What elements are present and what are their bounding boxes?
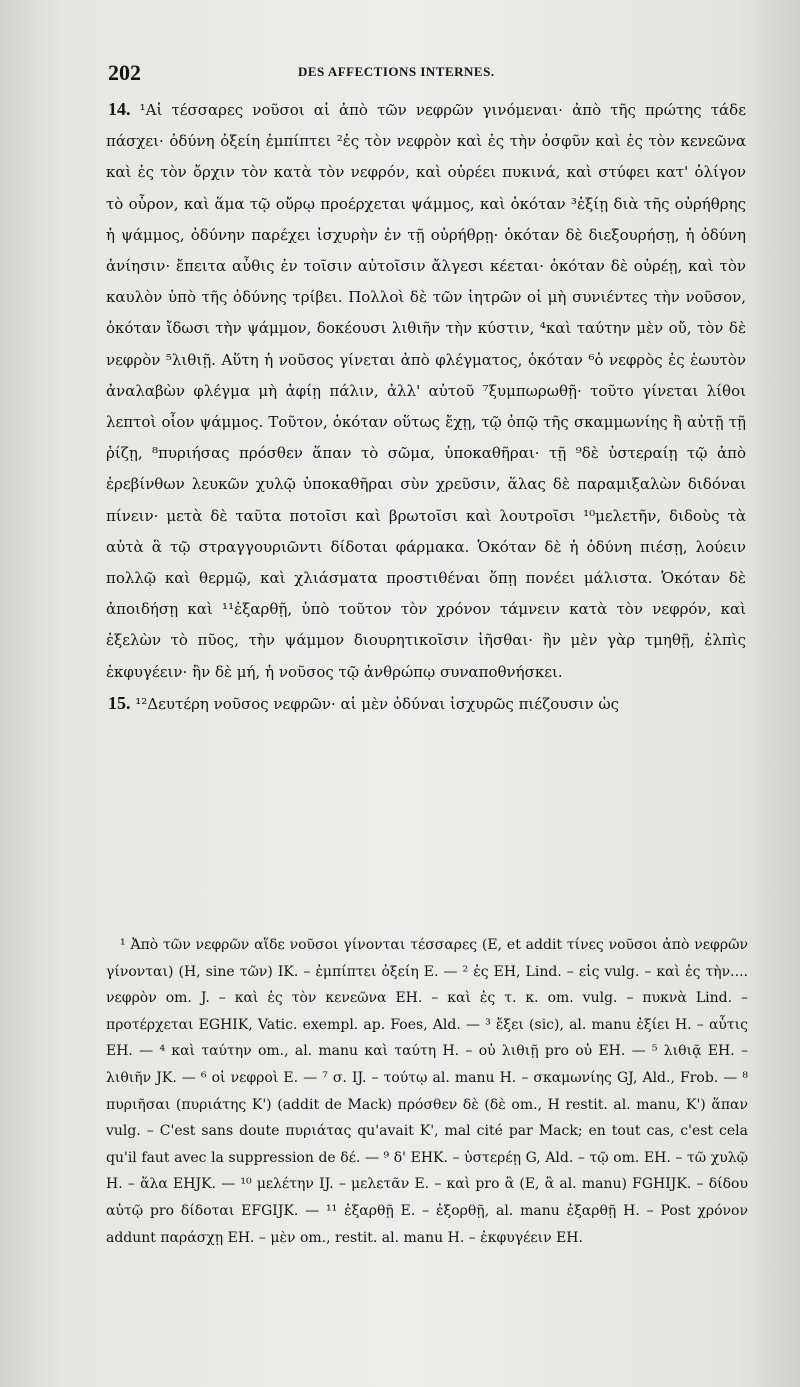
paragraph-text: ¹Αἱ τέσσαρες νοῦσοι αἱ ἀπὸ τῶν νεφρῶν γινόμεναι· ἀπὸ τῆς πρώτης τάδε πάσχει· ὀδύνη ὀξείη ἐμπίπτει ²ἐς τὸν νεφρὸν καὶ ἐς τὴν ὀσφῦν καὶ ἐς τὸν κενεῶνα καὶ ἐς τὸν ὄρχιν τὸν κατὰ τὸν νεφρόν, καὶ οὐρέει πυκινά, καὶ στύφει κατ' ὀλίγον τὸ οὖρον, καὶ ἅμα τῷ οὔρῳ προέρχεται ψάμμος, καὶ ὁκόταν ³ἐξίῃ διὰ τῆς οὐρήθρης ἡ ψάμμος, ὀδύνην παρέχει ἰσχυρὴν ἐν τῇ οὐρήθρῃ· ὁκόταν δὲ διεξουρήσῃ, ἡ ὀδύνη ἀνίησιν· ἔπειτα αὖθις ἐν τοῖσιν αὐτοῖσιν ἄλγεσι κέεται· ὁκόταν δὲ οὐρέῃ, καὶ τὸν καυλὸν ὑπὸ τῆς ὀδύνης τρίβει. Πολλοὶ δὲ τῶν ἰητρῶν οἱ μὴ συνιέντες τὴν νοῦσον, ὁκόταν ἴδωσι τὴν ψάμμον, δοκέουσι λιθιῆν τὴν κύστιν, ⁴καὶ ταύτην μὲν οὔ, τὸν δὲ νεφρὸν ⁵λιθιῇ. Αὕτη ἡ νοῦσος γίνεται ἀπὸ φλέγματος, ὁκόταν ⁶ὁ νεφρὸς ἐς ἑωυτὸν ἀναλαβὼν φλέγμα μὴ ἀφίῃ πάλιν, ἀλλ' αὐτοῦ ⁷ξυμπωρωθῇ· τοῦτο γίνεται λίθοι λεπτοὶ οἷον ψάμμος. Τοῦτον, ὁκόταν οὕτως ἔχῃ, τῷ ὀπῷ τῆς σκαμμωνίης ἢ αὐτῇ τῇ ῥίζῃ, ⁸πυριήσας πρόσθεν ἅπαν τὸ σῶμα, ὑποκαθῆραι· τῇ ⁹δὲ ὑστεραίῃ τῷ ἀπὸ ἐρεβίνθων λευκῶν χυλῷ ὑποκαθῆραι σὺν χρεῦσιν, ἅλας δὲ παραμιξαλὼν διδόναι πίνειν· μετὰ δὲ ταῦτα ποτοῖσι καὶ βρωτοῖσι καὶ λουτροῖσι ¹⁰μελετῆν, διδοὺς τὰ αὐτὰ ἃ τῷ στραγγουριῶντι δίδοται φάρμακα. Ὁκόταν δὲ ἡ ὀδύνη πιέσῃ, λούειν πολλῷ καὶ θερμῷ, καὶ χλιάσματα προστιθέναι ὅπῃ πονέει μάλιστα. Ὁκόταν δὲ ἀποιδήσῃ καὶ ¹¹ἐξαρθῇ, ὑπὸ τοῦτον τὸν χρόνον τάμνειν κατὰ τὸν νεφρόν, καὶ ἐξελὼν τὸ πῦος, τὴν ψάμμον διουρητικοῖσιν ἰῆσθαι· ἢν μὲν γὰρ τμηθῇ, ἐλπὶς ἐκφυγέειν· ἢν δὲ μή, ἡ νοῦσος τῷ ἀνθρώπῳ συναποθνήσκει. bbox=[106, 101, 746, 681]
paragraph-section-14 bbox=[106, 94, 746, 688]
section-number: 14. bbox=[108, 99, 131, 119]
paragraph-section-15 bbox=[106, 688, 746, 720]
page-header bbox=[108, 60, 740, 88]
footnote-text: ¹ Ἀπὸ τῶν νεφρῶν αἵδε νοῦσοι γίνονται τέσσαρες (E, et addit τίνες νοῦσοι ἀπὸ νεφρῶν γίνονται) (H, sine τῶν) IK. – ἐμπίπτει ὀξείη E. — ² ἐς EH, Lind. – εἰς vulg. – καὶ ἐς τὴν.... νεφρὸν om. J. – καὶ ἐς τὸν κενεῶνα EH. – καὶ ἐς τ. κ. om. vulg. – πυκνὰ Lind. – προτέρχεται EGHIK, Vatic. exempl. ap. Foes, Ald. — ³ ἔξει (sic), al. manu ἐξίει H. – αὖτις EH. — ⁴ καὶ ταύτην om., al. manu καὶ ταύτη H. – οὐ λιθιῇ pro οὐ EH. — ⁵ λιθιᾷ EH. – λιθιῆν JK. — ⁶ οἱ νεφροὶ E. — ⁷ σ. IJ. – τούτῳ al. manu H. – σκαμωνίης GJ, Ald., Frob. — ⁸ πυριῆσαι (πυριάτης K') (addit de Mack) πρόσθεν δὲ (δὲ om., H restit. al. manu, K') ἅπαν vulg. – C'est sans doute πυριάτας qu'avait K', mal cité par Mack; en tout cas, c'est cela qu'il faut avec la suppression de δέ. — ⁹ δ' EHK. – ὑστερέῃ G, Ald. – τῷ om. EH. – τῶ χυλῷ H. – ἅλα EHJK. — ¹⁰ μελέτην IJ. – μελετᾶν E. – καὶ pro ἃ (E, ἃ al. manu) FGHIJK. – δίδου αὐτῷ pro δίδοται EFGIJK. — ¹¹ ἐξαρθῇ E. – ἐξορθῇ, al. manu ἐξαρθῇ H. – Post χρόνον addunt παράσχῃ EH. – μὲν om., restit. al. manu H. – ἐκφυγέειν EH. bbox=[106, 937, 748, 1246]
main-text bbox=[106, 94, 746, 720]
running-head: DES AFFECTIONS INTERNES. bbox=[298, 64, 495, 79]
page-number: 202 bbox=[108, 60, 141, 85]
section-number: 15. bbox=[108, 692, 131, 713]
footnotes bbox=[106, 932, 748, 1251]
paragraph-text: ¹²Δευτέρη νοῦσος νεφρῶν· αἱ μὲν ὀδύναι ἰσχυρῶς πιέζουσιν ὡς bbox=[135, 694, 619, 713]
